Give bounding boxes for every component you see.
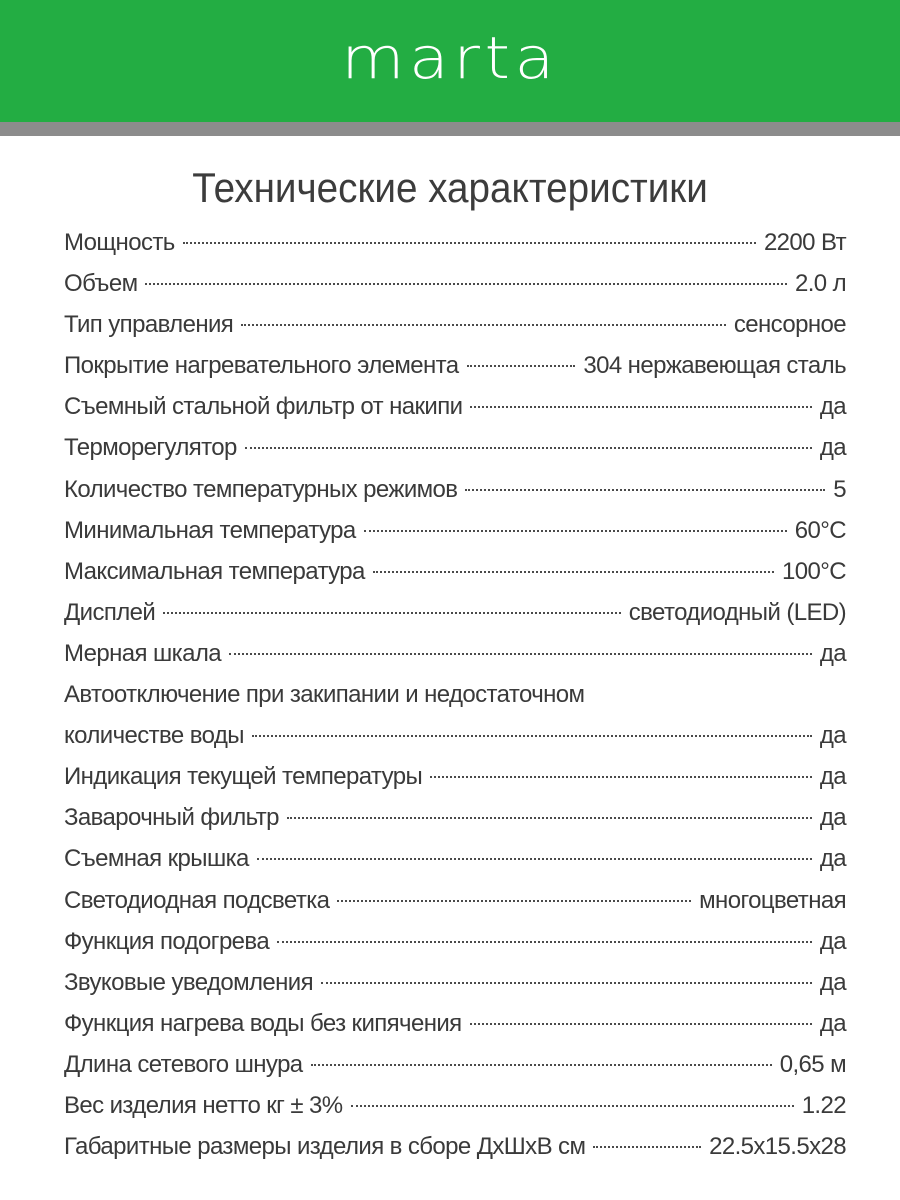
spec-label: Мощность (64, 229, 175, 256)
spec-label: Мерная шкала (64, 639, 222, 667)
spec-row-temperature-modes (64, 469, 846, 510)
spec-row-display (64, 592, 846, 633)
spec-label: Вес изделия нетто кг ± 3% (64, 1091, 343, 1119)
dot-leader (351, 1105, 794, 1107)
spec-label: Светодиодная подсветка (64, 886, 330, 914)
spec-value: 22.5x15.5x28 (709, 1133, 846, 1161)
spec-row-measuring-scale (64, 633, 846, 674)
spec-value: 0,65 м (779, 1050, 846, 1078)
dot-leader (430, 776, 812, 778)
spec-row-control-type (64, 304, 846, 345)
spec-value: да (819, 722, 846, 750)
spec-label: Количество температурных режимов (64, 475, 458, 503)
spec-label: Съемная крышка (64, 845, 249, 873)
spec-label: Покрытие нагревательного элемента (64, 352, 459, 380)
brand-logo: marta (341, 24, 559, 92)
spec-row-led-backlight (64, 880, 846, 921)
header-stripe (0, 122, 900, 136)
spec-value: 60°С (794, 516, 846, 544)
dot-leader (465, 489, 825, 491)
dot-leader (311, 1064, 772, 1066)
spec-row-cord-length (64, 1044, 846, 1085)
spec-label: Функция нагрева воды без кипячения (64, 1009, 462, 1037)
dot-leader (241, 324, 726, 326)
dot-leader (245, 447, 812, 449)
spec-row-max-temperature (64, 551, 846, 592)
spec-label: Автоотключение при закипании и недостаточном (64, 681, 585, 709)
spec-value: сенсорное (733, 311, 846, 339)
spec-label: Максимальная температура (64, 557, 365, 585)
spec-value: да (819, 927, 846, 955)
spec-value: многоцветная (699, 886, 846, 914)
spec-label: Габаритные размеры изделия в сборе ДхШхВ см (64, 1133, 586, 1161)
spec-row-net-weight (64, 1085, 846, 1126)
dot-leader (229, 653, 812, 655)
spec-value: светодиодный (LED) (628, 598, 846, 626)
spec-label: количестве воды (64, 722, 244, 750)
dot-leader (321, 982, 812, 984)
spec-row-power (64, 222, 846, 263)
spec-row-sound-alerts (64, 962, 846, 1003)
spec-row-min-temperature (64, 510, 846, 551)
spec-value: 1.22 (801, 1091, 846, 1119)
spec-label: Функция подогрева (64, 927, 270, 955)
dot-leader (364, 530, 787, 532)
spec-row-auto-off (64, 715, 846, 756)
spec-label: Звуковые уведомления (64, 968, 314, 996)
spec-label: Минимальная температура (64, 516, 356, 544)
spec-label: Объем (64, 270, 138, 298)
spec-label: Индикация текущей температуры (64, 763, 423, 791)
spec-row-heat-without-boil (64, 1003, 846, 1044)
spec-row-limescale-filter (64, 386, 846, 427)
dot-leader (593, 1146, 701, 1148)
dot-leader (470, 406, 811, 408)
spec-value: 5 (833, 475, 846, 503)
spec-label: Терморегулятор (64, 434, 237, 462)
spec-value: да (819, 845, 846, 873)
spec-value: 304 нержавеющая сталь (583, 352, 846, 380)
spec-label: Съемный стальной фильтр от накипи (64, 393, 463, 421)
spec-label: Дисплей (64, 598, 156, 626)
dot-leader (252, 735, 812, 737)
spec-value: 2200 Вт (763, 229, 846, 256)
dot-leader (183, 242, 756, 244)
dot-leader (470, 1023, 812, 1025)
dot-leader (257, 858, 812, 860)
spec-list (64, 222, 846, 1167)
spec-label: Заварочный фильтр (64, 804, 279, 832)
brand-header (0, 0, 900, 122)
spec-value: 100°С (782, 557, 846, 585)
dot-leader (287, 817, 812, 819)
spec-value: да (819, 434, 846, 462)
dot-leader (467, 365, 576, 367)
spec-row-brewing-filter (64, 797, 846, 838)
spec-row-auto-off-line1 (64, 674, 846, 715)
spec-value: да (819, 968, 846, 996)
spec-row-temperature-indication (64, 756, 846, 797)
dot-leader (277, 941, 812, 943)
spec-row-keep-warm (64, 921, 846, 962)
spec-value: 2.0 л (794, 270, 846, 298)
spec-label: Тип управления (64, 311, 234, 339)
spec-row-thermostat (64, 427, 846, 468)
page-title: Технические характеристики (192, 164, 708, 211)
spec-label: Длина сетевого шнура (64, 1050, 303, 1078)
spec-row-removable-lid (64, 838, 846, 879)
spec-value: да (819, 393, 846, 421)
spec-value: да (819, 639, 846, 667)
dot-leader (373, 571, 774, 573)
spec-value: да (819, 804, 846, 832)
spec-value: да (819, 1009, 846, 1037)
spec-value: да (819, 763, 846, 791)
dot-leader (145, 283, 786, 285)
spec-row-dimensions (64, 1126, 846, 1167)
spec-row-volume (64, 263, 846, 304)
spec-row-heating-element (64, 345, 846, 386)
dot-leader (163, 612, 621, 614)
dot-leader (337, 900, 691, 902)
